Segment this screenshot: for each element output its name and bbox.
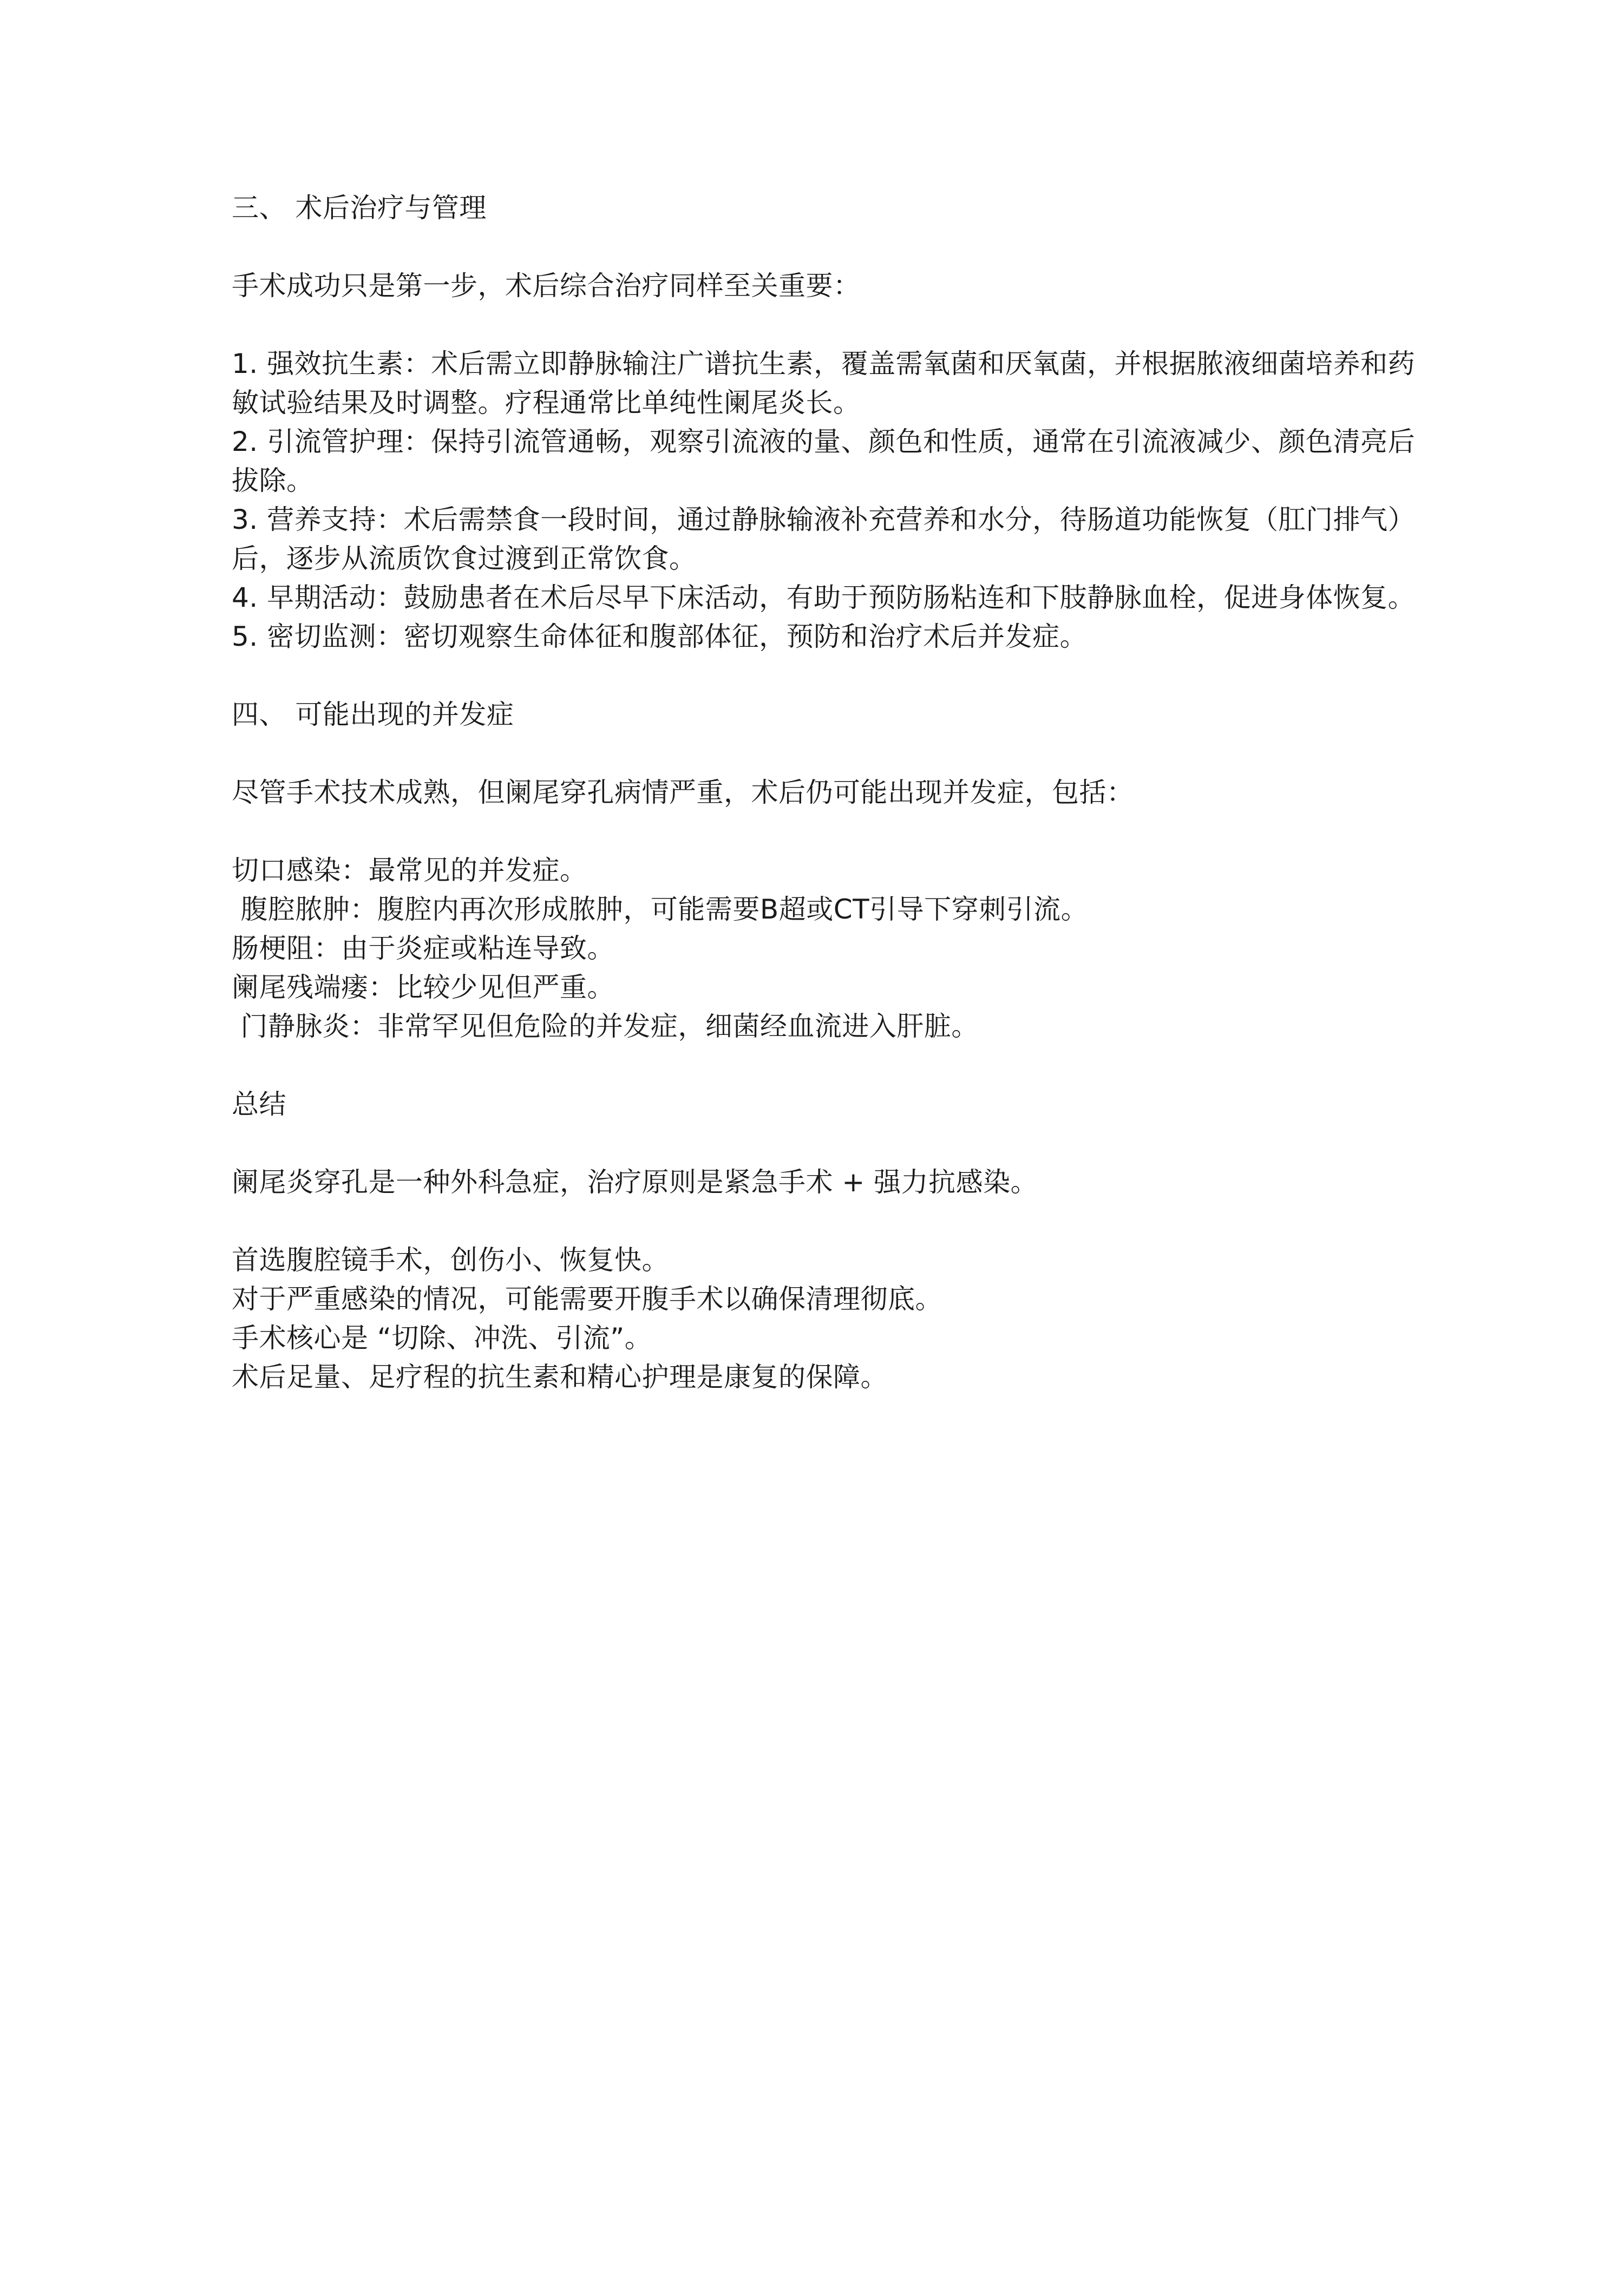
summary-heading: 总结 — [232, 1089, 286, 1120]
list-item: 切口感染：最常见的并发症。 — [232, 855, 587, 886]
list-item: 4. 早期活动：鼓励患者在术后尽早下床活动，有助于预防肠粘连和下肢静脉血栓，促进身体恢复。 — [232, 582, 1416, 613]
list-item: 阑尾残端瘘：比较少见但严重。 — [232, 972, 614, 1003]
summary-list — [232, 1241, 1423, 1396]
list-item: 3. 营养支持：术后需禁食一段时间，通过静脉输液补充营养和水分，待肠道功能恢复（肛门排气）后，逐步从流质饮食过渡到正常饮食。 — [232, 504, 1416, 574]
list-item: 首选腹腔镜手术，创伤小、恢复快。 — [232, 1244, 669, 1276]
list-item: 5. 密切监测：密切观察生命体征和腹部体征，预防和治疗术后并发症。 — [232, 621, 1088, 652]
section-4-intro: 尽管手术技术成熟，但阑尾穿孔病情严重，术后仍可能出现并发症，包括： — [232, 777, 1134, 808]
list-item: 2. 引流管护理：保持引流管通畅，观察引流液的量、颜色和性质，通常在引流液减少、颜色清亮后拔除。 — [232, 426, 1416, 496]
list-item: 腹腔脓肿：腹腔内再次形成脓肿，可能需要B超或CT引导下穿刺引流。 — [232, 894, 1089, 925]
section-3-intro: 手术成功只是第一步，术后综合治疗同样至关重要： — [232, 270, 861, 301]
list-item: 1. 强效抗生素：术后需立即静脉输注广谱抗生素，覆盖需氧菌和厌氧菌，并根据脓液细菌培养和药敏试验结果及时调整。疗程通常比单纯性阑尾炎长。 — [232, 348, 1416, 418]
section-3-heading: 三、 术后治疗与管理 — [232, 192, 487, 224]
document-body — [232, 188, 1423, 1396]
section-4-heading: 四、 可能出现的并发症 — [232, 699, 514, 730]
section-3-list — [232, 344, 1423, 656]
section-4-list — [232, 851, 1423, 1046]
list-item: 肠梗阻：由于炎症或粘连导致。 — [232, 933, 614, 964]
summary-intro: 阑尾炎穿孔是一种外科急症，治疗原则是紧急手术 + 强力抗感染。 — [232, 1166, 1038, 1198]
list-item: 术后足量、足疗程的抗生素和精心护理是康复的保障。 — [232, 1361, 888, 1393]
list-item: 对于严重感染的情况，可能需要开腹手术以确保清理彻底。 — [232, 1283, 942, 1315]
list-item: 门静脉炎：非常罕见但危险的并发症，细菌经血流进入肝脏。 — [232, 1011, 979, 1042]
list-item: 手术核心是 “切除、冲洗、引流”。 — [232, 1322, 652, 1354]
